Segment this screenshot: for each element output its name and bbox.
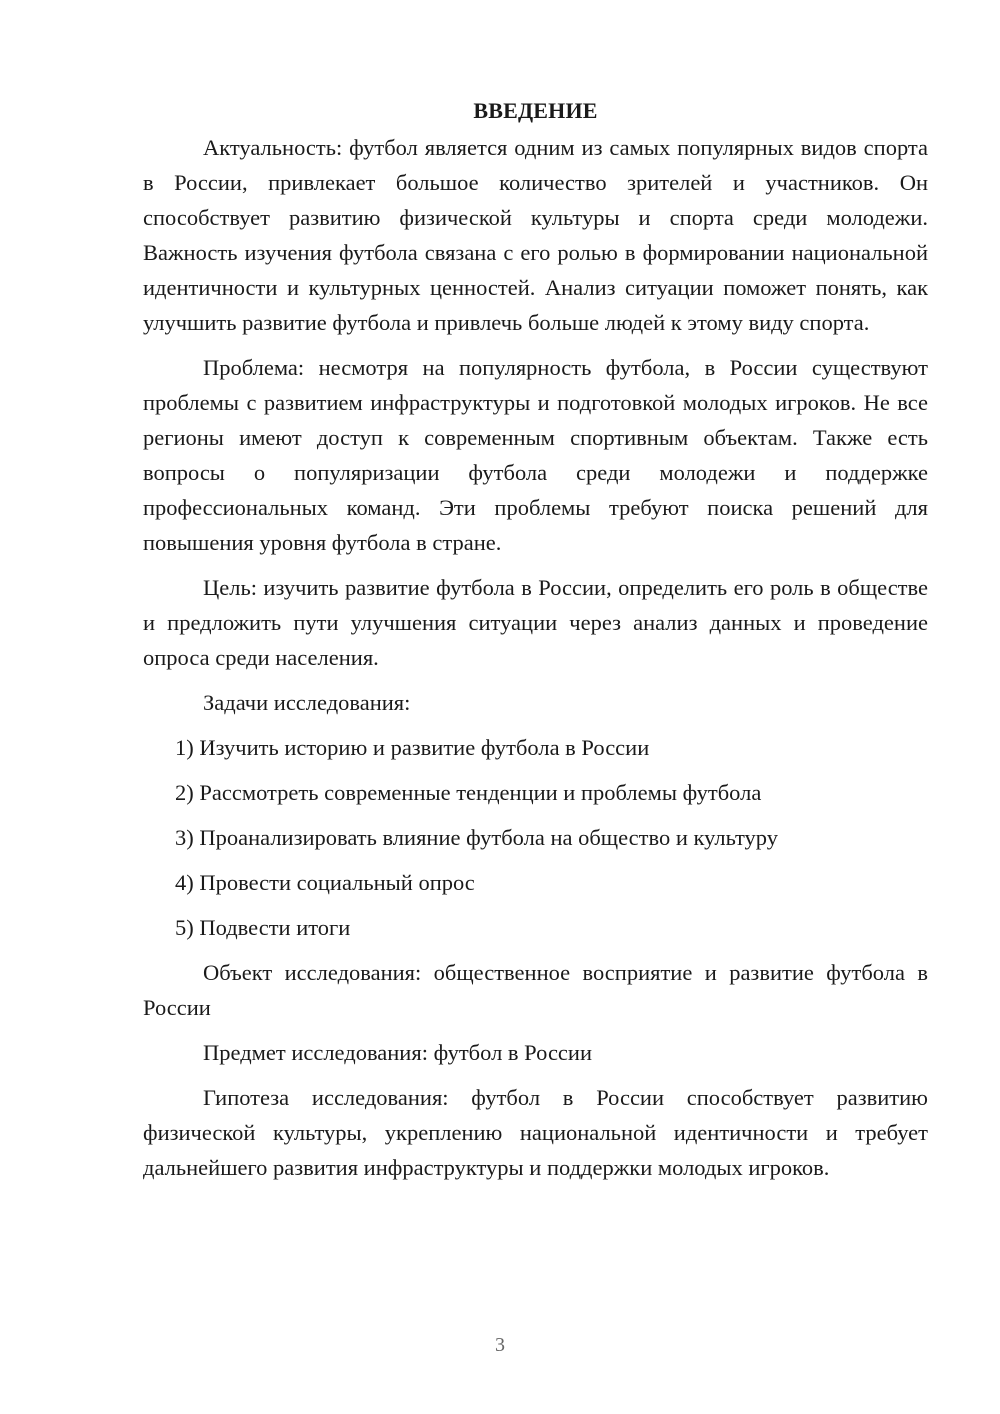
paragraph-goal: Цель: изучить развитие футбола в России, определить его роль в обществе и предложить пути улучшения ситуации через анализ данных и проведение опроса среди населения.: [143, 575, 928, 670]
paragraph-subject: Предмет исследования: футбол в России: [203, 1040, 592, 1065]
section-heading: ВВЕДЕНИЕ: [473, 98, 598, 123]
paragraph-relevance: Актуальность: футбол является одним из самых популярных видов спорта в России, привлекает большое количество зрителей и участников. Он способствует развитию физической культуры и спорта среди молодежи. Важность изучения футбола связана с его ролью в формировании национальной идентичности и культурных ценностей. Анализ ситуации поможет понять, как улучшить развитие футбола и привлечь больше людей к этому виду спорта.: [143, 135, 928, 335]
paragraph-hypothesis: Гипотеза исследования: футбол в России способствует развитию физической культуры, укреплению национальной идентичности и требует дальнейшего развития инфраструктуры и поддержки молодых игроков.: [143, 1085, 928, 1180]
paragraph-problem: Проблема: несмотря на популярность футбола, в России существуют проблемы с развитием инфраструктуры и подготовкой молодых игроков. Не все регионы имеют доступ к современным спортивным объектам. Также есть вопросы о популяризации футбола среди молодежи и поддержке профессиональных команд. Эти проблемы требуют поиска решений для повышения уровня футбола в стране.: [143, 355, 928, 555]
page-content: [143, 96, 928, 1195]
paragraph-object: Объект исследования: общественное восприятие и развитие футбола в России: [143, 960, 928, 1020]
task-item-1: 1) Изучить историю и развитие футбола в России: [175, 735, 650, 760]
tasks-list: [143, 730, 928, 945]
task-item-2: 2) Рассмотреть современные тенденции и проблемы футбола: [175, 780, 762, 805]
tasks-label: Задачи исследования:: [203, 690, 411, 715]
page-number: 3: [495, 1334, 505, 1356]
task-item-3: 3) Проанализировать влияние футбола на общество и культуру: [175, 825, 779, 850]
task-item-4: 4) Провести социальный опрос: [175, 870, 475, 895]
task-item-5: 5) Подвести итоги: [175, 915, 351, 940]
